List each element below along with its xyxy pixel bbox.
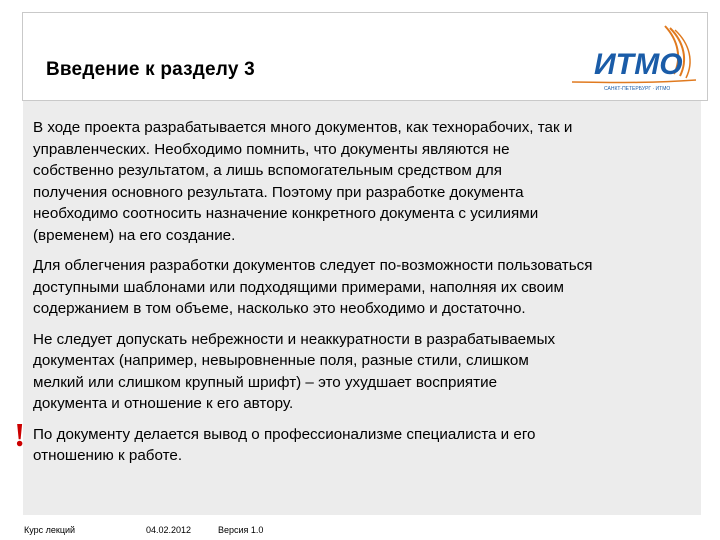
logo-caption: САНКТ-ПЕТЕРБУРГ · ИТМО	[604, 86, 671, 92]
text-line: управленческих. Необходимо помнить, что документы являются не	[33, 140, 510, 158]
itmo-logo	[570, 24, 698, 92]
exclamation-icon: !	[14, 417, 26, 454]
text-line: Для облегчения разработки документов следует по-возможности пользоваться	[33, 257, 593, 274]
paragraph-3	[33, 329, 701, 415]
text-line: (временем) на его создание.	[33, 226, 236, 244]
content-panel	[23, 101, 701, 515]
paragraph-1	[33, 117, 701, 246]
text-line: Не следует допускать небрежности и неаккуратности в разрабатываемых	[33, 330, 556, 348]
paragraph-2	[33, 255, 701, 320]
text-line: необходимо соотносить назначение конкретного документа с усилиями	[33, 205, 539, 222]
footer-version: Версия 1.0	[218, 525, 264, 535]
text-line: документах (например, невыровненные поля, разные стили, слишком	[33, 352, 529, 369]
paragraph-4	[33, 424, 701, 467]
footer-date: 04.02.2012	[146, 525, 192, 535]
text-line: По документу делается вывод о профессионализме специалиста и его	[33, 425, 536, 443]
text-line: отношению к работе.	[33, 447, 183, 464]
text-line: получения основного результата. Поэтому при разработке документа	[33, 183, 524, 201]
logo-wordmark: ИТМО	[594, 48, 683, 81]
footer-course: Курс лекций	[24, 525, 76, 535]
page-title: Введение к разделу 3	[46, 59, 255, 80]
text-line: собственно результатом, а лишь вспомогательным средством для	[33, 162, 502, 179]
text-line: документа и отношение к его автору.	[33, 395, 294, 412]
text-line: доступными шаблонами или подходящими примерами, наполняя их своим	[33, 278, 564, 296]
text-line: мелкий или слишком крупный шрифт) – это ухудшает восприятие	[33, 373, 498, 391]
text-line: В ходе проекта разрабатывается много документов, как технорабочих, так и	[33, 119, 573, 136]
text-line: содержанием в том объеме, насколько это необходимо и достаточно.	[33, 300, 526, 317]
